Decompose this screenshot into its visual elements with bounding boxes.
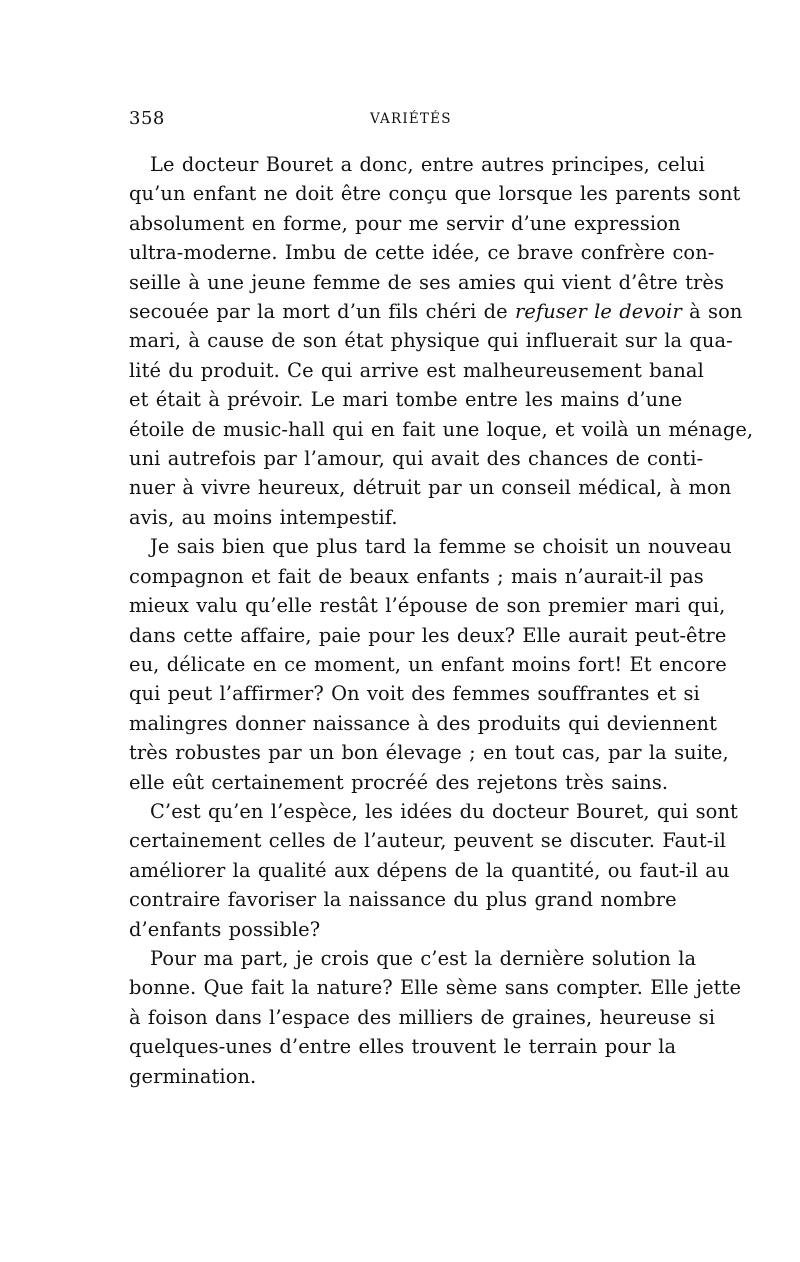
text-line: eu, délicate en ce moment, un enfant moins fort! Et encore [129,652,727,676]
text-line: absolument en forme, pour me servir d’une expression [129,211,681,235]
text-line: ultra-moderne. Imbu de cette idée, ce brave confrère con- [129,241,715,265]
paragraph-2 [129,532,732,797]
text-line: très robustes par un bon élevage ; en tout cas, par la suite, [129,741,729,765]
paragraph-4 [129,944,742,1091]
text-line: bonne. Que fait la nature? Elle sème sans compter. Elle jette [129,976,742,1000]
text-line: étoile de music-hall qui en fait une loque, et voilà un ménage, [129,417,754,441]
text-line: germination. [129,1064,257,1088]
text-line: mari, à cause de son état physique qui influerait sur la qua- [129,329,733,353]
text-line: avis, au moins intempestif. [129,505,398,529]
text-line: dans cette affaire, paie pour les deux? Elle aurait peut-être [129,623,727,647]
text-line: Pour ma part, je crois que c’est la dernière solution la [150,946,697,970]
text-line: et était à prévoir. Le mari tombe entre les mains d’une [129,388,683,412]
text-line: C’est qu’en l’espèce, les idées du docteur Bouret, qui sont [150,799,738,823]
text-line: qu’un enfant ne doit être conçu que lorsque les parents sont [129,182,741,206]
text-line: qui peut l’affirmer? On voit des femmes souffrantes et si [129,682,700,706]
running-title: VARIÉTÉS [370,111,452,127]
running-head [129,108,676,136]
text-line: secouée par la mort d’un fils chéri de refuser le devoir à son [129,300,743,324]
text-line: à foison dans l’espace des milliers de graines, heureuse si [129,1005,716,1029]
text-line: Je sais bien que plus tard la femme se choisit un nouveau [150,535,732,559]
emphasis: refuser le devoir [515,300,682,324]
text-line: mieux valu qu’elle restât l’épouse de son premier mari qui, [129,594,726,618]
text-line: compagnon et fait de beaux enfants ; mais n’aurait-il pas [129,564,704,588]
text-line: elle eût certainement procréé des rejetons très sains. [129,770,669,794]
text-line: améliorer la qualité aux dépens de la quantité, ou faut-il au [129,858,730,882]
text-line: seille à une jeune femme de ses amies qui vient d’être très [129,270,724,294]
body-text [129,150,754,1091]
paragraph-1 [129,150,754,532]
page-number: 358 [129,108,165,129]
text-line: certainement celles de l’auteur, peuvent se discuter. Faut-il [129,829,726,853]
text-line: lité du produit. Ce qui arrive est malheureusement banal [129,358,704,382]
text-line: uni autrefois par l’amour, qui avait des chances de conti- [129,447,704,471]
text-line: quelques-unes d’entre elles trouvent le terrain pour la [129,1035,677,1059]
text-line: Le docteur Bouret a donc, entre autres principes, celui [150,153,705,176]
text-line: nuer à vivre heureux, détruit par un conseil médical, à mon [129,476,732,500]
text-line: contraire favoriser la naissance du plus grand nombre [129,888,677,912]
text-line: malingres donner naissance à des produits qui deviennent [129,711,717,735]
paragraph-3 [129,797,738,944]
text-line: d’enfants possible? [129,917,321,941]
